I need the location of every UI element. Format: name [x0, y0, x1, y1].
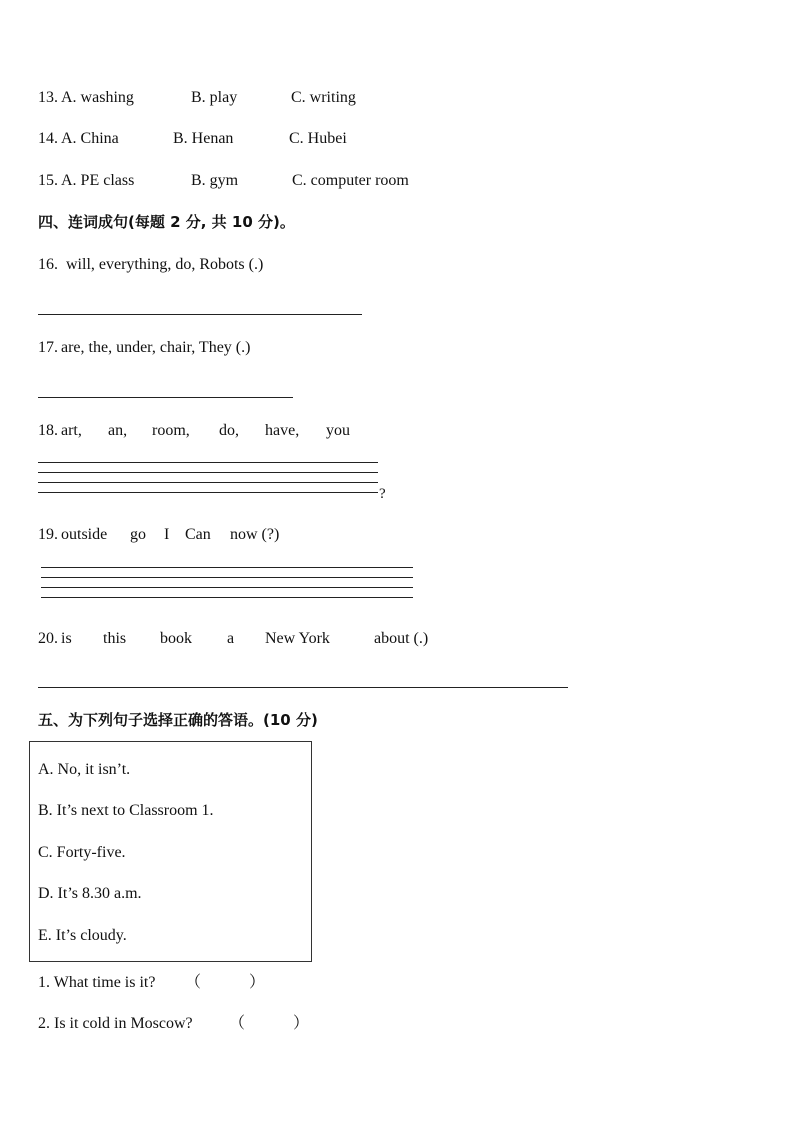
answer-choice-a: A. No, it isn’t.: [38, 761, 131, 778]
q19-word: Can: [185, 526, 211, 543]
q16-number: 16.: [38, 256, 58, 273]
q19-answer-line[interactable]: [41, 597, 413, 598]
s5q2-answer-blank[interactable]: （ ）: [229, 1015, 310, 1032]
q19-answer-line[interactable]: [41, 577, 413, 578]
q18-word: you: [326, 422, 350, 439]
q15-number: 15.: [38, 172, 58, 189]
q19-number: 19.: [38, 526, 58, 543]
q13-option-b: B. play: [191, 89, 238, 106]
q18-number: 18.: [38, 422, 58, 439]
q16-words: will, everything, do, Robots (.): [66, 256, 264, 273]
q14-option-b: B. Henan: [173, 130, 234, 147]
q17-answer-line[interactable]: [38, 397, 293, 398]
q13-option-c: C. writing: [291, 89, 356, 106]
answer-choice-c: C. Forty-five.: [38, 844, 126, 861]
q20-word: a: [227, 630, 235, 647]
q18-word: an,: [108, 422, 128, 439]
q19-word: outside: [61, 526, 108, 543]
q19-answer-line[interactable]: [41, 587, 413, 588]
q20-word: is: [61, 630, 72, 647]
q20-answer-line[interactable]: [38, 687, 568, 688]
s5q1-answer-blank[interactable]: （ ）: [185, 974, 266, 991]
answer-choice-d: D. It’s 8.30 a.m.: [38, 885, 142, 902]
q19-word: I: [164, 526, 170, 543]
section-4-title: 四、连词成句(每题 2 分, 共 10 分)。: [38, 213, 295, 231]
q17-words: are, the, under, chair, They (.): [61, 339, 251, 356]
section-5-title: 五、为下列句子选择正确的答语。(10 分): [38, 711, 318, 729]
q17-number: 17.: [38, 339, 58, 356]
q20-word: about (.): [374, 630, 429, 647]
q18-answer-line[interactable]: [38, 482, 378, 483]
q19-word: go: [130, 526, 146, 543]
q20-number: 20.: [38, 630, 58, 647]
q18-word: art,: [61, 422, 82, 439]
q16-answer-line[interactable]: [38, 314, 362, 315]
q18-word: room,: [152, 422, 190, 439]
q15-option-c: C. computer room: [292, 172, 409, 189]
q18-answer-line[interactable]: [38, 472, 378, 473]
answer-choice-e: E. It’s cloudy.: [38, 927, 127, 944]
q18-word: have,: [265, 422, 300, 439]
q20-word: book: [160, 630, 192, 647]
q14-number: 14.: [38, 130, 58, 147]
q18-word: do,: [219, 422, 239, 439]
q18-answer-line[interactable]: [38, 462, 378, 463]
s5q1-text: 1. What time is it?: [38, 974, 156, 991]
q19-answer-line[interactable]: [41, 567, 413, 568]
q20-word: this: [103, 630, 127, 647]
q20-word: New York: [265, 630, 330, 647]
q18-answer-line[interactable]: [38, 492, 378, 493]
q18-end-mark: ?: [379, 486, 386, 502]
q14-option-c: C. Hubei: [289, 130, 347, 147]
q13-number: 13.: [38, 89, 58, 106]
q14-option-a: A. China: [61, 130, 119, 147]
s5q2-text: 2. Is it cold in Moscow?: [38, 1015, 193, 1032]
q13-option-a: A. washing: [61, 89, 134, 106]
q19-word: now (?): [230, 526, 280, 543]
q15-option-b: B. gym: [191, 172, 239, 189]
answer-choice-b: B. It’s next to Classroom 1.: [38, 802, 214, 819]
q15-option-a: A. PE class: [61, 172, 135, 189]
